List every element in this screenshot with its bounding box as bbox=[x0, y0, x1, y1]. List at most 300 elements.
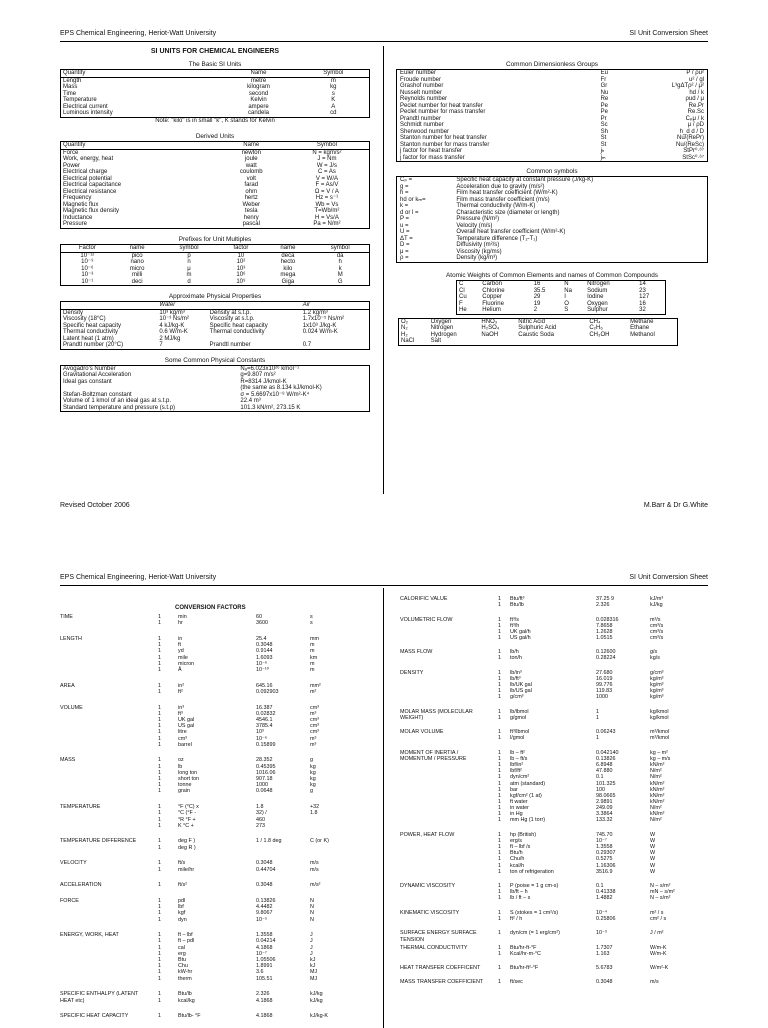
conversion-factor: 1.3558 bbox=[596, 844, 613, 851]
conversion-from-unit: Btu bbox=[178, 957, 187, 963]
table-cell: 2 bbox=[533, 307, 538, 314]
table-cell: σ = 5.6697x10⁻⁸ W/m²-K⁴ bbox=[240, 391, 310, 398]
conversion-unit-one: 1 bbox=[158, 910, 161, 917]
table-cell: CH₄ bbox=[589, 318, 601, 325]
conversion-from-unit: deg F ) bbox=[178, 838, 196, 845]
table-cell: 10³ bbox=[236, 265, 246, 272]
conversion-to-unit: N bbox=[310, 916, 314, 923]
table-cell: A bbox=[331, 103, 336, 110]
conversion-to-unit: N/m² bbox=[650, 768, 662, 775]
conversion-to-unit: N/m² bbox=[650, 817, 662, 824]
conversion-to-unit: kg bbox=[310, 782, 316, 789]
conversion-factor: 645.16 bbox=[256, 682, 273, 689]
top-header-left: EPS Chemical Engineering, Heriot-Watt University bbox=[60, 30, 217, 37]
conversion-factor: 1 / 1.8 deg bbox=[256, 838, 282, 845]
conversion-unit-one: 1 bbox=[158, 969, 161, 976]
conversion-from-unit: ft/s bbox=[178, 860, 186, 867]
conversion-unit-one: 1 bbox=[498, 883, 501, 889]
table-cell: Reynolds number bbox=[400, 96, 448, 103]
table-cell: d bbox=[187, 278, 191, 285]
conversion-factor: 0.9144 bbox=[256, 648, 273, 655]
conversion-unit-one: 1 bbox=[498, 868, 501, 875]
table-cell: jₕ bbox=[600, 148, 605, 155]
conversion-from-unit: Å bbox=[178, 666, 182, 673]
top-header-right: SI Unit Conversion Sheet bbox=[629, 30, 708, 37]
conversion-from-unit: Chu/h bbox=[510, 856, 525, 863]
conversion-factor: 249.09 bbox=[596, 805, 613, 812]
dimensionless-table bbox=[396, 69, 708, 162]
conversion-to-unit: g/cm³ bbox=[650, 669, 664, 676]
conversion-unit-one: 1 bbox=[498, 649, 501, 656]
conversion-unit-one: 1 bbox=[498, 805, 501, 812]
table-cell: 101.3 kN/m², 273.15 K bbox=[240, 404, 301, 411]
table-cell: I bbox=[564, 294, 566, 301]
physical-table bbox=[60, 301, 370, 350]
conversion-to-unit: kg/kmol bbox=[650, 708, 669, 715]
conversion-from-unit: kcal/kg bbox=[178, 997, 195, 1004]
conversion-factor: 0.45395 bbox=[256, 763, 276, 770]
column-header: symbol bbox=[161, 245, 218, 253]
table-cell: CH₃OH bbox=[589, 331, 610, 338]
conversion-from-unit: long ton bbox=[178, 769, 198, 776]
conversion-from-unit: Btu/lb bbox=[510, 602, 524, 609]
conversion-from-unit: ft water bbox=[510, 798, 528, 805]
atomic-weight-row bbox=[457, 281, 666, 288]
conversion-from-unit: ft³/lbmol bbox=[510, 729, 530, 736]
table-cell: P / ρu² bbox=[686, 70, 704, 77]
conversion-unit-one: 1 bbox=[158, 838, 161, 845]
conversion-factor: 2.326 bbox=[256, 991, 270, 998]
conversion-factor: 10⁻⁴ bbox=[596, 909, 608, 916]
symbols-table bbox=[396, 176, 708, 263]
table-cell: C₂H₆ bbox=[589, 325, 603, 332]
table-cell: nano bbox=[130, 259, 144, 266]
conversion-unit-one: 1 bbox=[498, 729, 501, 736]
conversion-to-unit: W bbox=[650, 868, 656, 875]
conversion-to-unit: cm² / s bbox=[650, 915, 667, 922]
table-cell: h_d d / D bbox=[679, 128, 704, 135]
conversion-to-unit: cm³ bbox=[310, 723, 319, 730]
table-cell: St bbox=[600, 141, 607, 148]
table-cell: 10² bbox=[236, 259, 246, 266]
conversion-factor: 3.3864 bbox=[596, 811, 613, 818]
atomic-weights-table bbox=[456, 280, 666, 315]
conversion-group-label: MOLAR MASS (MOLECULAR WEIGHT) bbox=[400, 708, 473, 722]
conversion-factor: 0.41338 bbox=[596, 889, 616, 896]
table-cell: Nitric Acid bbox=[518, 318, 545, 325]
conversion-factor: 3600 bbox=[256, 620, 268, 627]
conversion-to-unit: +32 bbox=[310, 804, 320, 811]
conversion-from-unit: tonne bbox=[178, 782, 192, 789]
table-cell: Stanton number for heat transfer bbox=[400, 135, 487, 142]
table-cell: Sc bbox=[600, 122, 608, 129]
table-cell: 10⁻⁹ bbox=[81, 259, 94, 266]
column-header: symbol bbox=[311, 245, 369, 253]
conversion-to-unit: m/s bbox=[310, 860, 319, 867]
conversion-group-label: POWER, HEAT FLOW bbox=[400, 831, 455, 838]
conversion-factor: 1.6093 bbox=[256, 654, 273, 661]
conversion-unit-one: 1 bbox=[158, 782, 161, 789]
conversion-unit-one: 1 bbox=[498, 944, 501, 951]
conversion-factor: 10⁻⁶ bbox=[256, 735, 268, 742]
table-cell bbox=[628, 338, 677, 345]
conversion-to-unit: 1.8 bbox=[310, 810, 318, 817]
conversion-to-unit: m³ bbox=[310, 741, 317, 748]
conversion-to-unit: J bbox=[310, 938, 313, 945]
table-cell: Mass bbox=[63, 84, 78, 91]
conversion-factor: 1.0515 bbox=[596, 634, 613, 641]
table-cell: Pa = N/m² bbox=[313, 221, 341, 228]
derived-units-table bbox=[60, 141, 370, 229]
conversion-unit-one: 1 bbox=[498, 915, 501, 922]
table-cell: μ bbox=[187, 265, 191, 272]
conversion-unit-one: 1 bbox=[498, 596, 501, 602]
conversion-factor: 1.16306 bbox=[596, 862, 616, 869]
table-cell: Eu bbox=[600, 70, 608, 77]
conversion-factor: 1016.06 bbox=[256, 769, 276, 776]
conversion-unit-one: 1 bbox=[498, 749, 501, 756]
table-cell: Fr bbox=[600, 76, 607, 83]
conversion-to-unit: kN/m² bbox=[650, 780, 665, 787]
conversion-from-unit: ton/h bbox=[510, 655, 522, 662]
table-cell: ampere bbox=[248, 103, 269, 110]
table-cell: Nitrogen bbox=[430, 325, 454, 332]
conversion-from-unit: Btu/lb bbox=[178, 991, 192, 998]
conversion-factor: 4.1868 bbox=[256, 997, 273, 1004]
conversion-from-unit: Btu/hr-ft²-°F bbox=[510, 965, 539, 971]
table-cell: pico bbox=[131, 252, 143, 259]
conversion-factor: 0.092903 bbox=[256, 688, 279, 695]
conversion-factor: 1.163 bbox=[596, 950, 610, 957]
table-cell: Electrical current bbox=[63, 103, 108, 110]
table-cell: Giga bbox=[281, 278, 295, 285]
table-cell: Nitrogen bbox=[587, 281, 610, 288]
conversion-unit-one: 1 bbox=[498, 735, 501, 742]
table-cell: g = bbox=[400, 183, 409, 190]
conversion-factor: 0.28224 bbox=[596, 655, 616, 662]
table-cell: (the same as 8.134 kJ/kmol-K) bbox=[240, 385, 322, 392]
column-header: Name bbox=[218, 142, 285, 150]
conversion-factor: 1.4882 bbox=[596, 895, 613, 902]
conversion-from-unit: lb/UK gal bbox=[510, 682, 532, 689]
conversion-from-unit: in³ bbox=[178, 704, 184, 711]
conversion-unit-one: 1 bbox=[498, 856, 501, 863]
derived-unit-row bbox=[61, 149, 370, 156]
conversion-factor: 101.325 bbox=[596, 780, 616, 787]
bottom-header-left: EPS Chemical Engineering, Heriot-Watt University bbox=[60, 574, 217, 581]
conversion-to-unit: g bbox=[310, 788, 313, 795]
conversion-to-unit: kJ/kg bbox=[310, 991, 323, 998]
conversion-group-label: TEMPERATURE DIFFERENCE bbox=[60, 838, 137, 845]
conversion-to-unit: W/m²-K bbox=[650, 965, 669, 971]
column-header: Symbol bbox=[285, 142, 370, 150]
table-cell: 2 MJ/kg bbox=[159, 335, 181, 342]
conversion-to-unit: kg bbox=[310, 776, 316, 782]
conversion-from-unit: ft/s² bbox=[178, 882, 187, 889]
conversion-factor: 1.3558 bbox=[256, 932, 273, 939]
conversion-to-unit: cm³ bbox=[310, 704, 319, 711]
conversion-factor: 60 bbox=[256, 614, 262, 620]
conversion-from-unit: grain bbox=[178, 788, 190, 795]
conversion-to-unit: mm bbox=[310, 635, 319, 642]
conversion-unit-one: 1 bbox=[158, 648, 161, 655]
conversion-to-unit: km bbox=[310, 654, 318, 661]
conversion-unit-one: 1 bbox=[158, 882, 161, 889]
conversion-from-unit: Btu/lb- °F bbox=[178, 1013, 201, 1020]
conversion-title: CONVERSION FACTORS bbox=[175, 605, 246, 611]
conversion-unit-one: 1 bbox=[158, 904, 161, 911]
conversion-unit-one: 1 bbox=[158, 729, 161, 736]
conversion-factor: 16.019 bbox=[596, 675, 613, 682]
conversion-to-unit: N – s/m² bbox=[650, 883, 671, 889]
conversion-to-unit: m/s bbox=[650, 979, 659, 986]
table-cell: Nu/(RePr) bbox=[676, 135, 704, 142]
conversion-to-unit: m bbox=[310, 666, 315, 673]
conversion-to-unit: N bbox=[310, 897, 314, 904]
table-cell: P = bbox=[400, 216, 410, 223]
table-cell: Pressure bbox=[63, 221, 88, 228]
table-cell: D = bbox=[400, 242, 410, 249]
table-cell: Density at s.t.p. bbox=[209, 309, 252, 316]
table-cell: Copper bbox=[482, 294, 502, 301]
table-cell: Wb = Vs bbox=[315, 201, 339, 208]
air-heading: Air bbox=[301, 302, 370, 310]
table-cell: J = Nm bbox=[317, 156, 337, 163]
table-cell: Pe bbox=[600, 109, 608, 116]
conversion-factor: 907.18 bbox=[256, 776, 273, 782]
conversion-unit-one: 1 bbox=[498, 714, 501, 721]
conversion-unit-one: 1 bbox=[498, 850, 501, 857]
conversion-unit-one: 1 bbox=[158, 682, 161, 689]
table-cell: Re.Pr bbox=[688, 102, 704, 109]
conversion-from-unit: in water bbox=[510, 805, 529, 812]
table-cell: Gravitational Acceleration bbox=[63, 372, 132, 379]
conversion-factor: 10³ bbox=[256, 729, 264, 736]
conversion-group-label: THERMAL CONDUCTIVITY bbox=[400, 944, 468, 951]
conversion-left-column bbox=[60, 614, 380, 1024]
table-cell: Nu bbox=[600, 89, 609, 96]
conversion-to-unit: W bbox=[650, 850, 656, 857]
conversion-unit-one: 1 bbox=[158, 776, 161, 782]
conversion-unit-one: 1 bbox=[498, 798, 501, 805]
conversion-factor: 6.8948 bbox=[596, 762, 613, 769]
conversion-from-unit: hp (British) bbox=[510, 831, 537, 838]
table-cell: Film mass transfer coefficient (m/s) bbox=[456, 196, 550, 203]
conversion-to-unit: kg – m² bbox=[650, 749, 668, 756]
conversion-from-unit: lb/h bbox=[510, 649, 519, 656]
basic-unit-row bbox=[61, 77, 370, 84]
conversion-factor: 1.7307 bbox=[596, 944, 613, 951]
table-cell: candela bbox=[247, 110, 270, 117]
conversion-from-unit: erg bbox=[178, 950, 186, 957]
conversion-unit-one: 1 bbox=[158, 963, 161, 970]
table-cell: 23 bbox=[639, 287, 646, 294]
table-cell: Re bbox=[600, 96, 609, 103]
table-cell: mega bbox=[280, 272, 296, 279]
conversion-from-unit: pdl bbox=[178, 897, 186, 904]
conversion-to-unit: kg/m³ bbox=[650, 694, 664, 701]
atomic-caption: Atomic Weights of Common Elements and names of Common Compounds bbox=[446, 271, 658, 279]
table-cell: Thermal conductivity bbox=[209, 329, 265, 336]
table-cell: Film heat transfer coefficient (W/m²-K) bbox=[456, 190, 558, 197]
conversion-to-unit: cm³/s bbox=[650, 634, 664, 641]
conversion-factor: 10⁻¹⁰ bbox=[256, 666, 269, 673]
conversion-factor: 1 bbox=[596, 708, 599, 715]
physical-caption: Approximate Physical Properties bbox=[168, 293, 262, 301]
table-cell: Length bbox=[63, 77, 82, 84]
table-cell: Cₚμ / k bbox=[685, 115, 704, 122]
conversion-factor: 4.4482 bbox=[256, 904, 273, 911]
conversion-group-label: FORCE bbox=[60, 897, 79, 904]
table-cell: 0.6 W/m-K bbox=[159, 329, 188, 336]
conversion-group-label: KINEMATIC VISCOSITY bbox=[400, 909, 460, 916]
table-cell: Electrical charge bbox=[63, 169, 108, 176]
table-cell: joule bbox=[244, 156, 258, 163]
conversion-unit-one: 1 bbox=[158, 704, 161, 711]
table-cell: Power bbox=[63, 162, 81, 169]
table-cell: m bbox=[330, 77, 336, 84]
table-cell: Work, energy, heat bbox=[63, 156, 114, 163]
prefix-caption: Prefixes for Unit Multiples bbox=[178, 235, 252, 243]
table-cell: St bbox=[600, 135, 607, 142]
conversion-from-unit: Btu/h bbox=[510, 850, 523, 857]
table-cell: Cu bbox=[459, 294, 467, 301]
top-header-rule bbox=[60, 41, 708, 42]
table-cell: 32 bbox=[639, 307, 646, 314]
table-cell: 0.7 bbox=[302, 342, 312, 349]
table-cell: Euler number bbox=[400, 70, 437, 77]
table-cell: pascal bbox=[242, 221, 260, 228]
conversion-from-unit: °F (°C) x bbox=[178, 804, 199, 811]
conversion-unit-one: 1 bbox=[498, 792, 501, 799]
table-cell: hertz bbox=[244, 195, 258, 202]
conversion-from-unit: lb / ft – s bbox=[510, 895, 531, 902]
table-cell: Thermal conductivity bbox=[63, 329, 119, 336]
table-cell: M bbox=[337, 272, 343, 279]
conversion-factor: 9.8067 bbox=[256, 910, 273, 917]
table-cell bbox=[516, 338, 587, 345]
conversion-unit-one: 1 bbox=[498, 602, 501, 609]
conversion-factor: 0.1 bbox=[596, 774, 604, 781]
conversion-factor: 0.3048 bbox=[256, 860, 273, 867]
conversion-to-unit: MJ bbox=[310, 969, 318, 976]
conversion-to-unit: kJ/kg bbox=[310, 997, 323, 1004]
table-cell: Salt bbox=[430, 338, 442, 345]
table-cell: m bbox=[186, 272, 192, 279]
constant-row bbox=[61, 365, 370, 372]
conversion-to-unit: MJ bbox=[310, 975, 318, 982]
conversion-to-unit: kg/kmol bbox=[650, 714, 669, 721]
conversion-to-unit: W/m-K bbox=[650, 950, 667, 957]
table-cell: Na bbox=[564, 287, 572, 294]
conversion-factor: 47.880 bbox=[596, 768, 613, 775]
table-cell: h = bbox=[400, 190, 409, 197]
conversion-to-unit: kN/m² bbox=[650, 762, 665, 769]
conversion-unit-one: 1 bbox=[158, 741, 161, 748]
conversion-to-unit: m bbox=[310, 648, 315, 655]
table-cell: p bbox=[187, 252, 191, 259]
conversion-factor: 1 bbox=[596, 714, 599, 721]
conversion-unit-one: 1 bbox=[158, 804, 161, 811]
table-cell: Specific heat capacity bbox=[209, 322, 268, 329]
conversion-to-unit: m³/s bbox=[650, 616, 661, 623]
table-cell: Force bbox=[63, 149, 79, 156]
conversion-to-unit: m² / s bbox=[650, 909, 664, 916]
table-cell: Electrical resistance bbox=[63, 188, 117, 195]
conversion-to-unit: kJ/m³ bbox=[650, 596, 664, 602]
conversion-to-unit: cm³ bbox=[310, 729, 319, 736]
conversion-from-unit: litre bbox=[178, 729, 187, 736]
table-cell: S bbox=[564, 307, 569, 314]
table-cell: Grashof number bbox=[400, 83, 444, 90]
conversion-factor: 105.51 bbox=[256, 975, 273, 982]
conversion-unit-one: 1 bbox=[498, 811, 501, 818]
table-cell: L³gΔTρ² / μ² bbox=[671, 83, 704, 90]
table-cell: Oxygen bbox=[587, 300, 608, 307]
conversion-unit-one: 1 bbox=[158, 1013, 161, 1020]
conversion-factor: 4.1868 bbox=[256, 1013, 273, 1020]
conversion-from-unit: ft² bbox=[178, 688, 183, 695]
table-cell: Schmidt number bbox=[400, 122, 444, 129]
conversion-from-unit: lb/in³ bbox=[510, 669, 522, 676]
conversion-to-unit: mN – s/m² bbox=[650, 889, 675, 896]
table-cell: deca bbox=[281, 252, 295, 259]
conversion-from-unit: °R °F + bbox=[178, 816, 196, 823]
table-cell: Fluorine bbox=[482, 300, 504, 307]
table-cell: u² / gl bbox=[688, 76, 704, 83]
conversion-group-label: SURFACE ENERGY SURFACE TENSION bbox=[400, 930, 477, 943]
table-cell: Ideal gas constant bbox=[63, 378, 112, 385]
table-cell: tesla bbox=[244, 208, 258, 215]
table-cell: Ω = V / A bbox=[314, 188, 339, 195]
table-cell: cd bbox=[330, 110, 337, 117]
conversion-to-unit: kJ/kg-K bbox=[310, 1013, 328, 1020]
conversion-unit-one: 1 bbox=[158, 916, 161, 923]
conversion-unit-one: 1 bbox=[498, 780, 501, 787]
table-cell: 10⁻³ Ns/m² bbox=[159, 316, 189, 323]
table-cell: ρud / μ bbox=[685, 96, 704, 103]
conversion-to-unit: J / m² bbox=[650, 930, 664, 937]
conversion-to-unit: J bbox=[310, 950, 313, 957]
table-cell: C = As bbox=[317, 169, 336, 176]
conversion-unit-one: 1 bbox=[158, 769, 161, 776]
table-cell: Re.Sc bbox=[687, 109, 704, 116]
conversion-factor: 37.25 9 bbox=[596, 596, 614, 602]
prefix-row bbox=[61, 279, 370, 286]
table-cell: Overall heat transfer coefficient (W/m²-K) bbox=[456, 229, 566, 236]
table-cell: k bbox=[338, 265, 342, 272]
top-header bbox=[60, 30, 708, 37]
conversion-to-unit: g bbox=[310, 757, 313, 764]
table-cell: Helium bbox=[482, 307, 501, 314]
basic-units-table bbox=[60, 69, 370, 118]
conversion-factor: 1.8 bbox=[256, 804, 264, 811]
conversion-factor: 0.3048 bbox=[256, 642, 273, 649]
table-cell: H₂ bbox=[401, 331, 408, 338]
conversion-group-label: TIME bbox=[60, 614, 73, 620]
table-cell: Froude number bbox=[400, 76, 442, 83]
table-cell: μ = bbox=[400, 248, 409, 255]
table-cell: Pr bbox=[600, 115, 607, 122]
conversion-to-unit: cm³/s bbox=[650, 622, 664, 629]
conversion-unit-one: 1 bbox=[158, 816, 161, 823]
column-header: Quantity bbox=[61, 70, 220, 78]
conversion-to-unit: N/m² bbox=[650, 805, 662, 812]
conversion-from-unit: erg/s bbox=[510, 837, 522, 844]
conversion-unit-one: 1 bbox=[158, 666, 161, 673]
conversion-factor: 3.6 bbox=[256, 969, 264, 976]
conversion-from-unit: cm³ bbox=[178, 735, 187, 742]
